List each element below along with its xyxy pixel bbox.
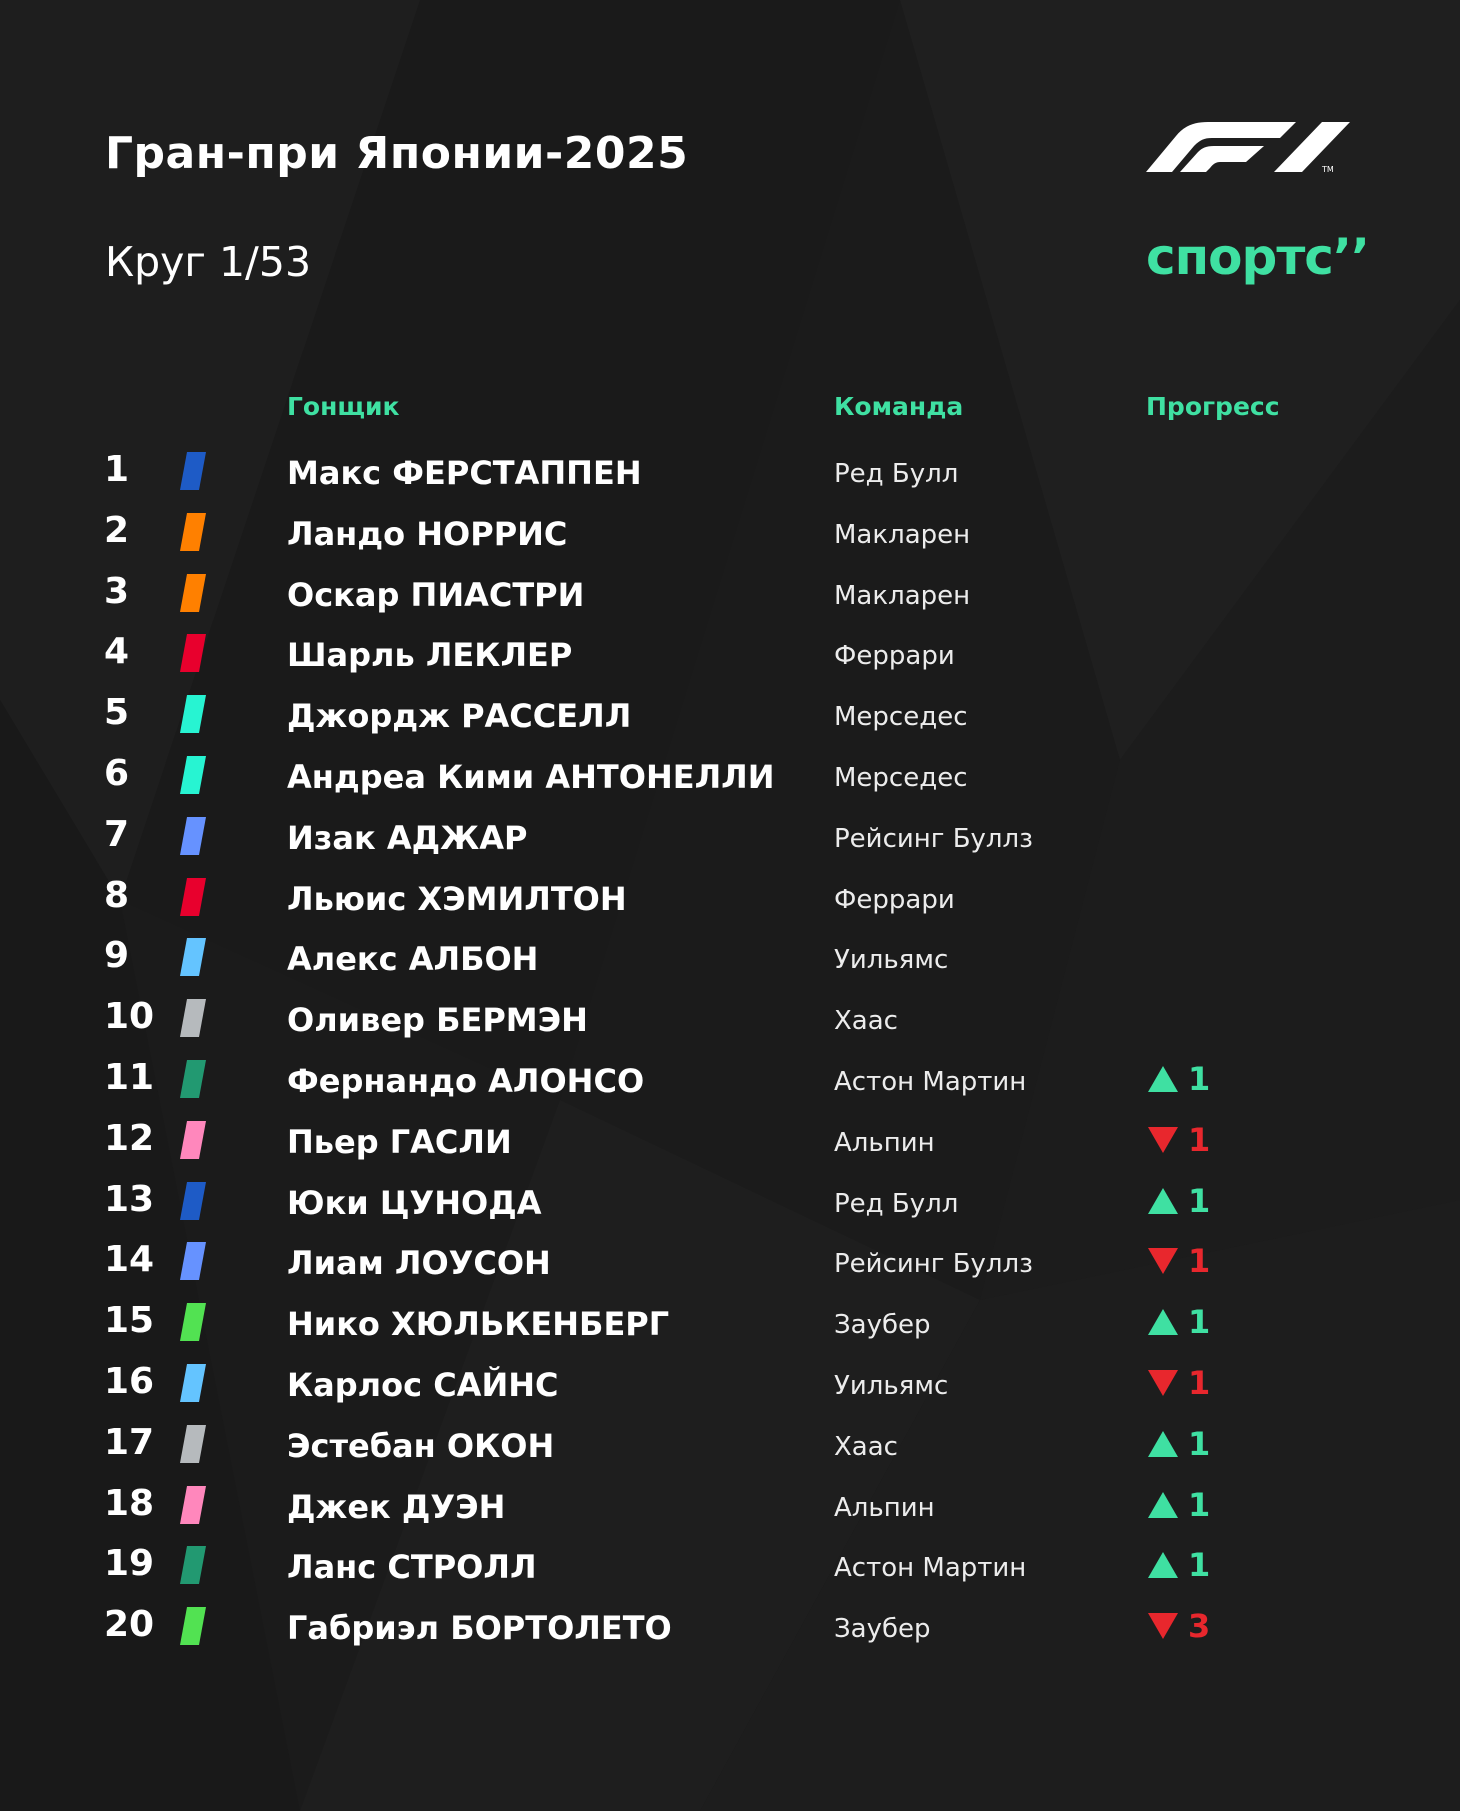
- standings-row: [0, 1170, 1460, 1231]
- driver-name: Макс ФЕРСТАППЕН: [287, 454, 642, 492]
- driver-name: Шарль ЛЕКЛЕР: [287, 636, 573, 675]
- team-name: Феррари: [834, 641, 955, 672]
- triangle-down-icon: [1148, 1127, 1178, 1153]
- standings-row: [0, 744, 1460, 805]
- team-color-marker: [180, 878, 206, 916]
- driver-name: Фернандо АЛОНСО: [287, 1061, 645, 1100]
- driver-name: Джек ДУЭН: [287, 1487, 506, 1526]
- driver-name: Алекс АЛБОН: [287, 940, 539, 979]
- position-number: 18: [104, 1482, 155, 1524]
- team-color-marker: [180, 1303, 206, 1341]
- position-change-value: 1: [1188, 1485, 1211, 1524]
- team-name: Макларен: [834, 580, 971, 611]
- triangle-down-icon: [1148, 1248, 1178, 1274]
- lap-counter: Круг 1/53: [105, 238, 312, 286]
- standings-row: [0, 1595, 1460, 1656]
- position-number: 15: [104, 1300, 155, 1342]
- team-color-marker: [180, 1121, 206, 1159]
- standings-row: [0, 1230, 1460, 1291]
- standings-row: [0, 805, 1460, 866]
- standings-row: [0, 866, 1460, 927]
- column-header-driver: Гонщик: [287, 392, 400, 421]
- standings-list: [0, 440, 1460, 1656]
- position-change-value: 1: [1188, 1424, 1211, 1463]
- position-number: 1: [104, 449, 130, 490]
- page-title: Гран-при Японии-2025: [105, 128, 689, 179]
- driver-name: Нико ХЮЛЬКЕНБЕРГ: [287, 1305, 670, 1344]
- position-number: 11: [104, 1056, 155, 1098]
- position-number: 3: [104, 570, 130, 612]
- team-color-marker: [180, 756, 206, 794]
- position-change-value: 1: [1188, 1303, 1211, 1342]
- standings-row: [0, 1048, 1460, 1109]
- team-name: Мерседес: [834, 762, 968, 793]
- f1-logo-icon: [1146, 118, 1356, 174]
- triangle-up-icon: [1148, 1066, 1178, 1092]
- driver-name: Оскар ПИАСТРИ: [287, 575, 585, 614]
- team-color-marker: [180, 1546, 206, 1584]
- position-number: 7: [104, 813, 130, 855]
- team-color-marker: [180, 1425, 206, 1463]
- position-change-value: 1: [1188, 1120, 1211, 1159]
- position-change-value: 1: [1188, 1059, 1211, 1098]
- triangle-down-icon: [1148, 1613, 1178, 1639]
- standings-row: [0, 501, 1460, 562]
- position-number: 8: [104, 874, 130, 916]
- position-number: 10: [104, 996, 155, 1038]
- position-number: 5: [104, 692, 130, 734]
- team-name: Заубер: [834, 1614, 931, 1645]
- triangle-down-icon: [1148, 1370, 1178, 1396]
- team-color-marker: [180, 574, 206, 612]
- standings-row: [0, 683, 1460, 744]
- team-color-marker: [180, 1486, 206, 1524]
- position-change-value: 1: [1188, 1181, 1211, 1220]
- team-color-marker: [180, 634, 206, 672]
- team-color-marker: [180, 938, 206, 976]
- position-number: 14: [104, 1239, 155, 1281]
- driver-name: Лиам ЛОУСОН: [287, 1244, 551, 1283]
- team-name: Мерседес: [834, 702, 968, 733]
- team-color-marker: [180, 1242, 206, 1280]
- team-name: Хаас: [834, 1006, 898, 1037]
- position-change-value: 3: [1188, 1607, 1211, 1646]
- team-name: Астон Мартин: [834, 1066, 1027, 1097]
- standings-row: [0, 1352, 1460, 1413]
- team-name: Уильямс: [834, 945, 949, 976]
- sports-logo: спортс’’: [1146, 228, 1369, 286]
- standings-row: [0, 622, 1460, 683]
- column-header-team: Команда: [834, 392, 964, 421]
- position-change-value: 1: [1188, 1363, 1211, 1402]
- team-color-marker: [180, 695, 206, 733]
- team-name: Макларен: [834, 519, 971, 550]
- driver-name: Джордж РАССЕЛЛ: [287, 697, 632, 736]
- team-name: Астон Мартин: [834, 1553, 1027, 1584]
- position-change-value: 1: [1188, 1242, 1211, 1281]
- standings-row: [0, 1474, 1460, 1535]
- position-number: 13: [104, 1178, 155, 1220]
- position-number: 4: [104, 631, 130, 673]
- svg-text:TM: TM: [1322, 165, 1334, 174]
- team-color-marker: [180, 1364, 206, 1402]
- team-name: Уильямс: [834, 1370, 949, 1401]
- team-color-marker: [180, 1607, 206, 1645]
- position-number: 12: [104, 1117, 155, 1159]
- standings-row: [0, 1534, 1460, 1595]
- standings-row: [0, 926, 1460, 987]
- driver-name: Оливер БЕРМЭН: [287, 1001, 588, 1040]
- triangle-up-icon: [1148, 1552, 1178, 1578]
- standings-row: [0, 1291, 1460, 1352]
- standings-row: [0, 440, 1460, 501]
- team-color-marker: [180, 999, 206, 1037]
- driver-name: Юки ЦУНОДА: [287, 1183, 542, 1222]
- standings-row: [0, 987, 1460, 1048]
- driver-name: Пьер ГАСЛИ: [287, 1122, 512, 1161]
- position-number: 2: [104, 509, 130, 551]
- driver-name: Карлос САЙНС: [287, 1365, 559, 1404]
- position-number: 20: [104, 1604, 155, 1646]
- standings-row: [0, 562, 1460, 623]
- team-color-marker: [180, 452, 206, 490]
- position-number: 16: [104, 1360, 155, 1402]
- position-number: 9: [104, 935, 130, 977]
- team-name: Ред Булл: [834, 1188, 959, 1219]
- team-name: Заубер: [834, 1310, 931, 1341]
- position-number: 17: [104, 1421, 155, 1463]
- team-color-marker: [180, 817, 206, 855]
- driver-name: Эстебан ОКОН: [287, 1426, 555, 1465]
- team-color-marker: [180, 1060, 206, 1098]
- driver-name: Ланс СТРОЛЛ: [287, 1548, 537, 1587]
- team-color-marker: [180, 513, 206, 551]
- team-name: Феррари: [834, 884, 955, 915]
- standings-row: [0, 1413, 1460, 1474]
- team-name: Ред Булл: [834, 459, 959, 489]
- driver-name: Ландо НОРРИС: [287, 514, 568, 553]
- driver-name: Изак АДЖАР: [287, 818, 528, 857]
- driver-name: Габриэл БОРТОЛЕТО: [287, 1609, 672, 1648]
- column-header-progress: Прогресс: [1146, 392, 1280, 421]
- team-name: Хаас: [834, 1431, 898, 1462]
- team-name: Альпин: [834, 1492, 935, 1523]
- position-number: 19: [104, 1543, 155, 1585]
- driver-name: Андреа Кими АНТОНЕЛЛИ: [287, 757, 775, 796]
- position-change-value: 1: [1188, 1546, 1211, 1585]
- triangle-up-icon: [1148, 1309, 1178, 1335]
- driver-name: Льюис ХЭМИЛТОН: [287, 879, 627, 918]
- team-name: Рейсинг Буллз: [834, 1249, 1033, 1280]
- team-name: Альпин: [834, 1127, 935, 1158]
- triangle-up-icon: [1148, 1431, 1178, 1457]
- triangle-up-icon: [1148, 1492, 1178, 1518]
- team-name: Рейсинг Буллз: [834, 823, 1033, 854]
- position-number: 6: [104, 752, 130, 794]
- standings-row: [0, 1109, 1460, 1170]
- team-color-marker: [180, 1182, 206, 1220]
- triangle-up-icon: [1148, 1188, 1178, 1214]
